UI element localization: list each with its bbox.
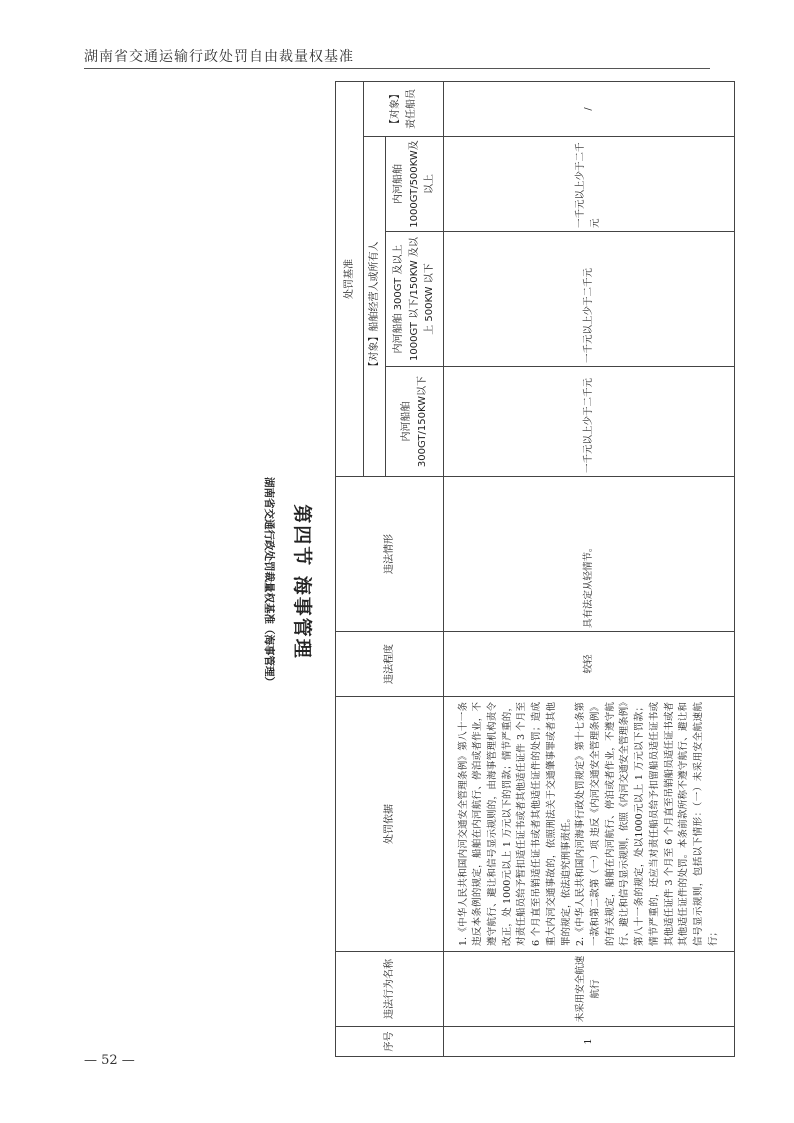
penalty-table-wrapper [335,82,735,1057]
rotated-page-content [180,82,735,1082]
row-fine-large-vessel: 一千元以上少于二千元 [444,137,735,232]
header-seq: 序号 [336,1027,444,1057]
basis-paragraph-2: 2.《中华人民共和国内河海事行政处罚规定》第十七条第一款和第二款第（一）项 违反《内河交通安全管理条例》的有关规定，船舶在内河航行、停泊或者作业，不遵守航行、避让和信号显示规则，依照《内河交通安全管理条例》第八十一条的规定，处以1000元以上 1 万元以下罚款；情节严重的，还应当对责任船员给予扣留船员适任证书或其他适任证件 3 个月至 6 个月直至吊销船员适任证书或者其他适任证件的处罚。本条前款所称不遵守航行、避让和信号显示规则，包括以下情形：（一）未采用安全航速航行； [575,702,719,946]
header-violation-circumstance: 违法情形 [336,477,444,632]
header-vessel-medium: 内河船舶 300GT 及以上1000GT 以下/150KW 及以上 500KW 以下 [386,232,444,367]
header-vessel-large: 内河船舶1000GT/500KW及以上 [386,137,444,232]
row-fine-medium-vessel: 一千元以上少于二千元 [444,232,735,367]
running-header-title: 湖南省交通运输行政处罚自由裁量权基准 [84,49,354,65]
header-penalty-standard: 处罚基准 [336,82,364,477]
basis-paragraph-1: 1.《中华人民共和国内河交通安全管理条例》第八十一条 违反本条例的规定，船舶在内河航行、停泊或者作业，不遵守航行、避让和信号显示规则的，由海事管理机构责令改正，处 1000元以上 1 万元以下的罚款；情节严重的，对责任船员给予暂扣适任证书或者其他适任证件 3 个月至 6 个月直至吊销适任证书或者其他适任证件的处罚；造成重大内河交通事故的，依照刑法关于交通肇事罪或者其他罪的规定，依法追究刑事责任。 [457,702,572,946]
row-crew-penalty: / [444,82,735,137]
page-number: — 52 — [84,1053,135,1068]
table-caption: 湖南省交通行政处罚裁量权基准（海事管理） [263,477,275,687]
header-violation-degree: 违法程度 [336,632,444,697]
header-penalty-basis: 处罚依据 [336,697,444,952]
header-behavior-name: 违法行为名称 [336,952,444,1027]
header-object-crew: 【对象】责任船员 [364,82,444,137]
header-row-1 [336,82,364,1057]
row-violation-circumstance: 具有法定从轻情节。 [444,477,735,632]
table-row [444,82,735,1057]
row-seq: 1 [444,1027,735,1057]
row-violation-degree: 较轻 [444,632,735,697]
header-vessel-small: 内河船舶300GT/150KW以下 [386,367,444,477]
section-title: 第四节 海事管理 [291,504,313,660]
penalty-table [335,81,735,1057]
row-penalty-basis [444,697,735,952]
row-behavior-name: 未采用安全航速航行 [444,952,735,1027]
header-rule [84,68,710,69]
row-fine-small-vessel: 一千元以上少于二千元 [444,367,735,477]
header-object-owner: 【对象】船舶经营人或所有人 [364,137,386,477]
